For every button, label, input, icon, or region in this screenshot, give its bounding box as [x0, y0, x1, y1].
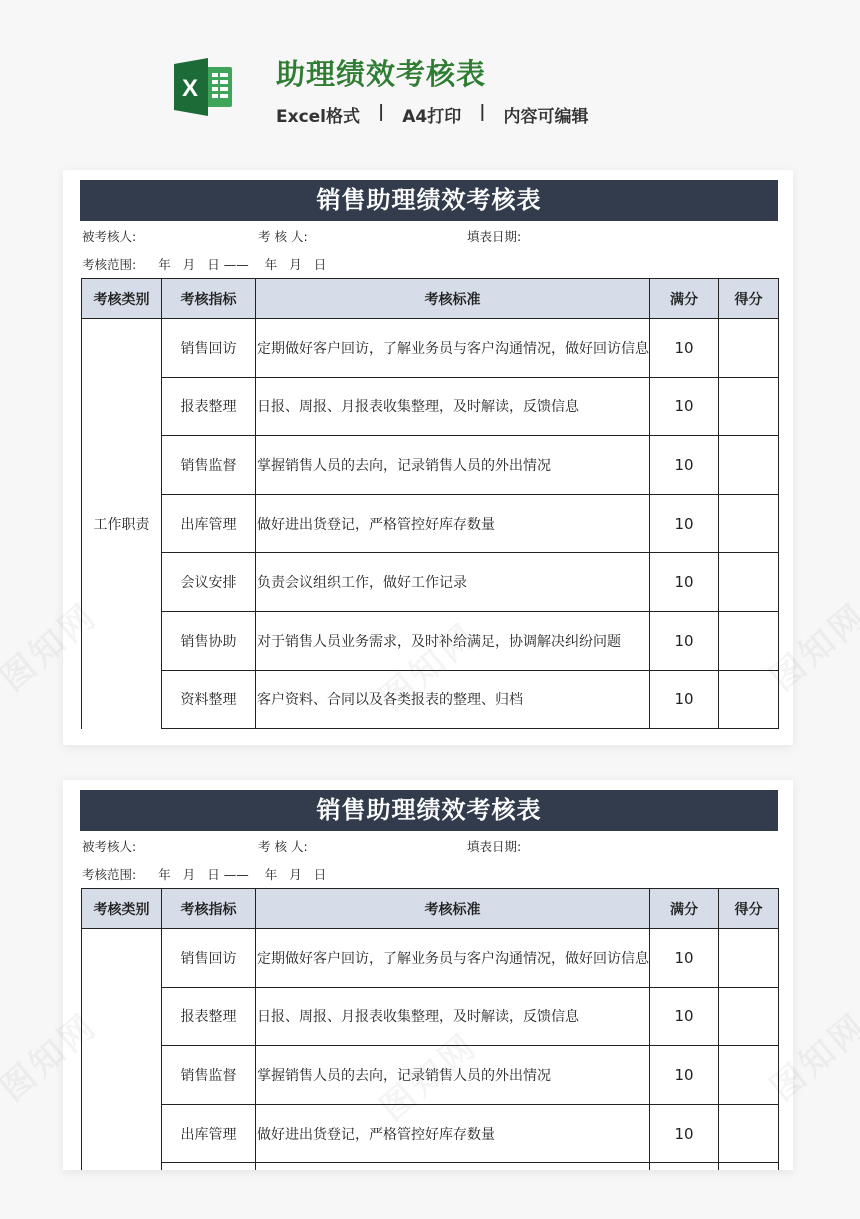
- indicator-cell[interactable]: 出库管理: [162, 1104, 256, 1163]
- date-range: [158, 867, 338, 882]
- sheet-preview-2: [63, 780, 793, 1170]
- standard-cell[interactable]: 负责会议组织工作，做好工作记录: [256, 553, 650, 612]
- standard-cell[interactable]: 对于销售人员业务需求，及时补给满足，协调解决纠纷问题: [256, 611, 650, 670]
- meta-row-range: [82, 865, 338, 885]
- table-row: [82, 377, 779, 436]
- year-label: 年: [264, 257, 278, 272]
- standard-cell[interactable]: 做好进出货登记，严格管控好库存数量: [256, 494, 650, 553]
- score-cell[interactable]: [719, 319, 779, 378]
- page-header: [0, 0, 860, 160]
- full-score-cell[interactable]: 10: [650, 929, 719, 988]
- range-label: 考核范围:: [82, 257, 137, 272]
- standard-cell[interactable]: 掌握销售人员的去向，记录销售人员的外出情况: [256, 1046, 650, 1105]
- indicator-cell[interactable]: 销售协助: [162, 611, 256, 670]
- indicator-cell[interactable]: 资料整理: [162, 670, 256, 729]
- indicator-cell[interactable]: 报表整理: [162, 377, 256, 436]
- score-cell[interactable]: [719, 929, 779, 988]
- document-title: 助理绩效考核表: [276, 57, 487, 91]
- table-row: [82, 553, 779, 612]
- standard-cell[interactable]: 定期做好客户回访，了解业务员与客户沟通情况，做好回访信息: [256, 319, 650, 378]
- tag-print: A4打印: [402, 107, 462, 127]
- standard-cell[interactable]: 做好进出货登记，严格管控好库存数量: [256, 1104, 650, 1163]
- indicator-cell[interactable]: 销售回访: [162, 319, 256, 378]
- full-score-cell[interactable]: 10: [650, 987, 719, 1046]
- range-label: 考核范围:: [82, 867, 137, 882]
- full-score-cell[interactable]: 10: [650, 670, 719, 729]
- standard-cell[interactable]: 掌握销售人员的去向，记录销售人员的外出情况: [256, 436, 650, 495]
- category-cell[interactable]: 工作职责: [82, 319, 162, 729]
- indicator-cell[interactable]: 报表整理: [162, 987, 256, 1046]
- full-score-cell[interactable]: 10: [650, 1104, 719, 1163]
- full-score-cell[interactable]: 10: [650, 319, 719, 378]
- standard-cell[interactable]: 日报、周报、月报表收集整理，及时解读，反馈信息: [256, 377, 650, 436]
- day-label: 日 ——: [207, 257, 253, 272]
- month-label: 月: [289, 257, 302, 272]
- col-category: 考核类别: [82, 889, 162, 929]
- score-cell[interactable]: [719, 987, 779, 1046]
- day-label: 日 ——: [207, 867, 253, 882]
- full-score-cell[interactable]: 10: [650, 553, 719, 612]
- score-cell[interactable]: [719, 377, 779, 436]
- meta-row-range: [82, 255, 338, 275]
- full-score-cell[interactable]: [650, 1163, 719, 1170]
- month-label: 月: [182, 867, 196, 882]
- table-row: [82, 1163, 779, 1170]
- tag-separator: |: [479, 102, 486, 122]
- assessor-label: 考 核 人:: [258, 839, 308, 854]
- indicator-cell[interactable]: 出库管理: [162, 494, 256, 553]
- standard-cell[interactable]: 客户资料、合同以及各类报表的整理、归档: [256, 670, 650, 729]
- svg-text:X: X: [181, 75, 199, 102]
- month-label: 月: [182, 257, 196, 272]
- col-score: 得分: [719, 279, 779, 319]
- full-score-cell[interactable]: 10: [650, 1046, 719, 1105]
- col-standard: 考核标准: [256, 889, 650, 929]
- indicator-cell[interactable]: 销售监督: [162, 1046, 256, 1105]
- indicator-cell[interactable]: [162, 1163, 256, 1170]
- col-indicator: 考核指标: [162, 889, 256, 929]
- col-standard: 考核标准: [256, 279, 650, 319]
- date-range: [158, 257, 338, 272]
- assessee-label: 被考核人:: [82, 839, 137, 854]
- table-row: [82, 494, 779, 553]
- assessment-table: [81, 278, 779, 729]
- score-cell[interactable]: [719, 670, 779, 729]
- sheet-preview-1: [63, 170, 793, 745]
- tag-format: Excel格式: [276, 107, 361, 127]
- col-score: 得分: [719, 889, 779, 929]
- full-score-cell[interactable]: 10: [650, 377, 719, 436]
- score-cell[interactable]: [719, 1163, 779, 1170]
- tag-separator: |: [378, 102, 385, 122]
- table-header-row: [82, 279, 779, 319]
- table-row: [82, 1046, 779, 1105]
- sheet-title: 销售助理绩效考核表: [80, 790, 778, 831]
- category-cell[interactable]: [82, 929, 162, 1171]
- table-row: [82, 987, 779, 1046]
- score-cell[interactable]: [719, 1104, 779, 1163]
- table-header-row: [82, 889, 779, 929]
- sheet-title: 销售助理绩效考核表: [80, 180, 778, 221]
- score-cell[interactable]: [719, 494, 779, 553]
- full-score-cell[interactable]: 10: [650, 436, 719, 495]
- table-row: [82, 1104, 779, 1163]
- year-label: 年: [264, 867, 278, 882]
- col-full-score: 满分: [650, 279, 719, 319]
- year-label: 年: [158, 867, 171, 882]
- table-row: [82, 929, 779, 988]
- full-score-cell[interactable]: 10: [650, 494, 719, 553]
- standard-cell[interactable]: [256, 1163, 650, 1170]
- assessor-label: 考 核 人:: [258, 229, 308, 244]
- col-indicator: 考核指标: [162, 279, 256, 319]
- table-row: [82, 670, 779, 729]
- fill-date-label: 填表日期:: [467, 839, 522, 854]
- col-full-score: 满分: [650, 889, 719, 929]
- standard-cell[interactable]: 日报、周报、月报表收集整理，及时解读，反馈信息: [256, 987, 650, 1046]
- meta-row-people: [82, 837, 782, 857]
- score-cell[interactable]: [719, 611, 779, 670]
- fill-date-label: 填表日期:: [467, 229, 522, 244]
- meta-row-people: [82, 227, 782, 247]
- table-row: [82, 611, 779, 670]
- indicator-cell[interactable]: 销售监督: [162, 436, 256, 495]
- excel-icon: [172, 56, 234, 118]
- year-label: 年: [158, 257, 171, 272]
- month-label: 月: [289, 867, 302, 882]
- document-tags: [276, 102, 588, 127]
- table-row: [82, 436, 779, 495]
- table-row: [82, 319, 779, 378]
- score-cell[interactable]: [719, 436, 779, 495]
- indicator-cell[interactable]: 会议安排: [162, 553, 256, 612]
- standard-cell[interactable]: 定期做好客户回访，了解业务员与客户沟通情况，做好回访信息: [256, 929, 650, 988]
- day-label: 日: [313, 257, 327, 272]
- score-cell[interactable]: [719, 1046, 779, 1105]
- col-category: 考核类别: [82, 279, 162, 319]
- indicator-cell[interactable]: 销售回访: [162, 929, 256, 988]
- full-score-cell[interactable]: 10: [650, 611, 719, 670]
- assessment-table: [81, 888, 779, 1170]
- day-label: 日: [313, 867, 327, 882]
- assessee-label: 被考核人:: [82, 229, 137, 244]
- tag-editable: 内容可编辑: [503, 107, 589, 127]
- score-cell[interactable]: [719, 553, 779, 612]
